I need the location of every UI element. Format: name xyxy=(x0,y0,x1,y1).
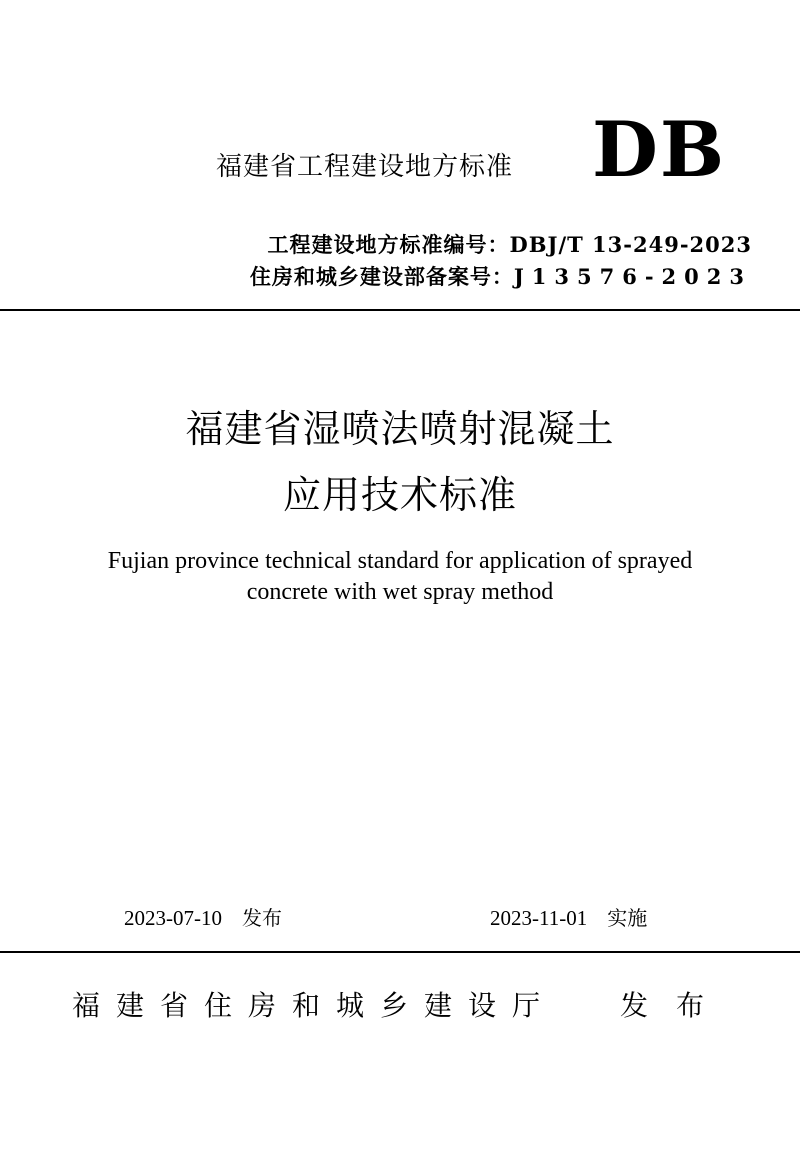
issuing-authority: 福建省住房和城乡建设厅 xyxy=(72,989,557,1022)
title-en-line-1: Fujian province technical standard for application of sprayed xyxy=(107,548,693,574)
issue-verb: 发布 xyxy=(242,906,282,930)
issue-date-value: 2023-07-10 xyxy=(124,906,222,930)
issuing-verb: 发布 xyxy=(620,989,733,1022)
bottom-divider xyxy=(0,951,800,953)
filing-number xyxy=(250,261,752,291)
db-mark: DB xyxy=(592,105,727,194)
issue-date xyxy=(124,902,282,931)
filing-number-value: J13576-2023 xyxy=(513,264,752,289)
implementation-date xyxy=(490,902,647,931)
standard-number xyxy=(268,229,752,259)
top-divider xyxy=(0,309,800,311)
series-label: 福建省工程建设地方标准 xyxy=(216,152,514,182)
standard-number-label: 工程建设地方标准编号： xyxy=(267,232,510,257)
standard-number-value: DBJ/T 13-249-2023 xyxy=(509,232,752,257)
title-en-line-2: concrete with wet spray method xyxy=(246,579,554,605)
title-zh-line-2: 应用技术标准 xyxy=(282,473,517,517)
filing-number-label: 住房和城乡建设部备案号： xyxy=(249,264,514,289)
implementation-verb: 实施 xyxy=(607,906,648,930)
implementation-date-value: 2023-11-01 xyxy=(490,906,588,930)
title-zh-line-1: 福建省湿喷法喷射混凝土 xyxy=(185,407,615,451)
